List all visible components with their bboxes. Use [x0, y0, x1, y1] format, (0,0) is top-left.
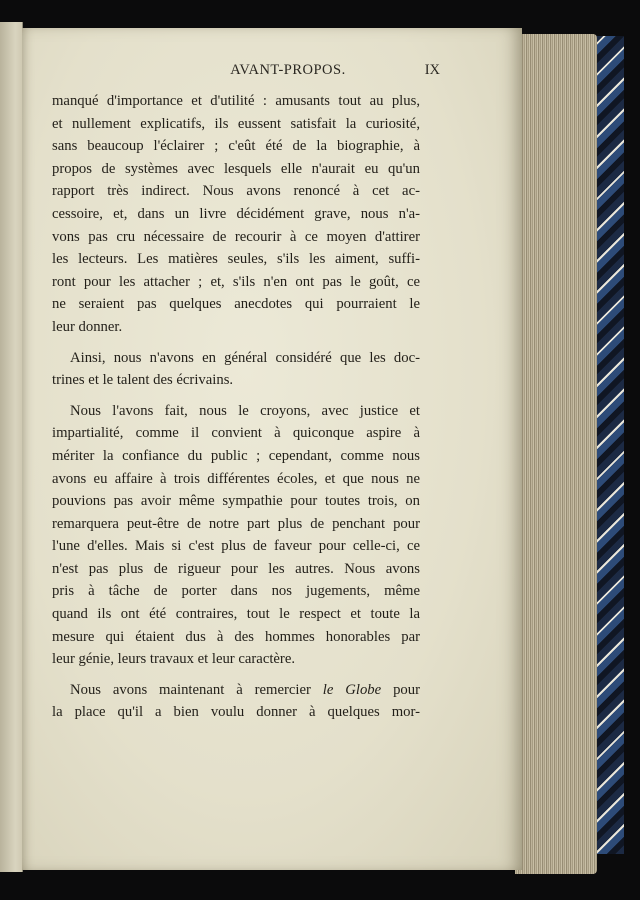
text-line: quand ils ont été contraires, tout le respect et toute la	[52, 606, 420, 623]
text-segment: pour	[381, 681, 420, 698]
text-line: pouvions pas avoir même sympathie pour toutes trois, on	[52, 493, 420, 510]
text-line: mesure qui étaient dus à des hommes honorables par	[52, 628, 420, 645]
text-line: Ainsi, nous n'avons en général considéré que les doc-	[70, 349, 420, 366]
journal-title: le Globe	[322, 681, 382, 698]
text-line	[52, 679, 420, 702]
text-line: l'une d'elles. Mais si c'est plus de faveur pour celle-ci, ce	[52, 538, 420, 555]
text-line: rapport très indirect. Nous avons renoncé à cet ac-	[52, 183, 420, 200]
text-line: manqué d'importance et d'utilité : amusants tout au plus,	[52, 93, 420, 109]
text-segment: Nous avons maintenant à remercier	[70, 681, 323, 698]
text-line: et nullement explicatifs, ils eussent satisfait la curiosité,	[52, 115, 420, 132]
text-line: trines et le talent des écrivains.	[52, 372, 234, 389]
text-line: pris à tâche de porter dans nos jugements, même	[52, 583, 420, 600]
left-page-edge	[0, 22, 23, 872]
text-line: leur génie, leurs travaux et leur caractère.	[52, 651, 296, 668]
text-line: Nous l'avons fait, nous le croyons, avec justice et	[70, 402, 420, 419]
page-edges	[515, 34, 597, 874]
text-line: n'est pas plus de rigueur pour les autres. Nous avons	[52, 560, 420, 577]
text-line: la place qu'il a bien voulu donner à quelques mor-	[52, 704, 420, 721]
text-line: sans beaucoup l'éclairer ; c'eût été de la biographie, à	[52, 138, 420, 155]
text-line: remarquera peut-être de notre part plus de penchant pour	[52, 515, 420, 532]
text-line: impartialité, comme il convient à quiconque aspire à	[52, 425, 420, 442]
text-line: mériter la confiance du public ; cependant, comme nous	[52, 447, 420, 464]
body-text	[52, 90, 420, 724]
page-number: IX	[424, 62, 440, 78]
text-line: les lecteurs. Les matières seules, s'ils les aiment, suffi-	[52, 251, 420, 268]
running-head: AVANT-PROPOS.	[230, 62, 346, 78]
text-line: leur donner.	[52, 318, 123, 335]
text-line: avons eu affaire à trois différentes écoles, et que nous ne	[52, 470, 420, 487]
text-line: propos de systèmes avec lesquels elle n'aurait eu qu'un	[52, 160, 420, 177]
text-line: vons pas cru nécessaire de recourir à ce moyen d'attirer	[52, 228, 420, 245]
text-line: cessoire, et, dans un livre décidément grave, nous n'a-	[52, 205, 420, 222]
text-line: ne seraient pas quelques anecdotes qui pourraient le	[52, 296, 420, 313]
text-line: ront pour les attacher ; et, s'ils n'en ont pas le goût, ce	[52, 273, 420, 290]
